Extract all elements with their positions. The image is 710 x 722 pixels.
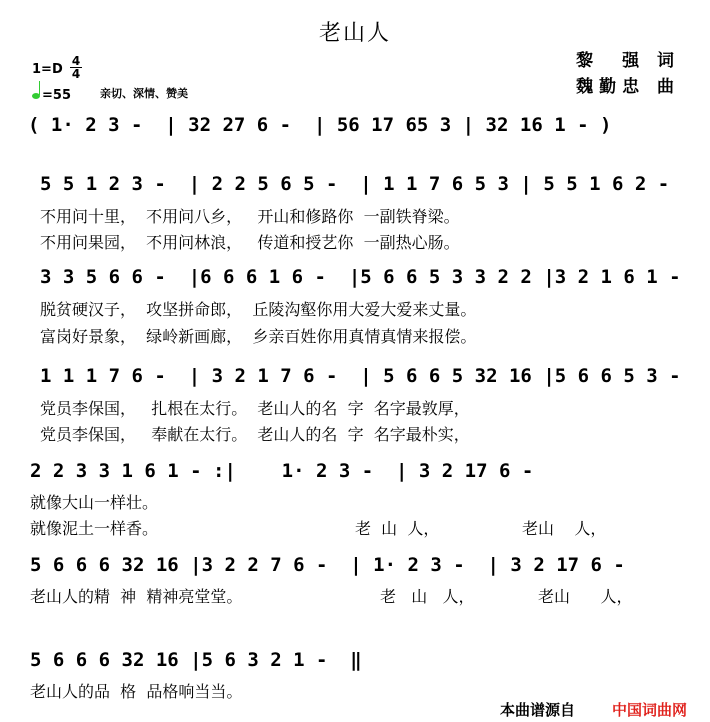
notation-text: 3 3 5 6 6 - |6 6 6 1 6 - |5 6 6 5 3 3 2 2 |3 2 1 6 1 - xyxy=(40,266,681,288)
tempo-value: =55 xyxy=(42,88,71,103)
notation-row-1 xyxy=(0,113,710,137)
tempo-marking xyxy=(32,88,71,103)
time-top: 4 xyxy=(71,54,81,68)
lyric-line: 党员李保国， 奉献在太行。 老山人的名 字 名字最朴实， xyxy=(40,425,470,444)
time-signature xyxy=(70,55,82,80)
notation-row-3 xyxy=(0,265,710,289)
time-bottom: 4 xyxy=(71,67,81,81)
lyric-line: 老山人的品 格 品格响当当。 xyxy=(30,682,243,701)
notation-text: ( 1· 2 3 - | 32 27 6 - | 56 17 65 3 | 32 16 1 - ) xyxy=(28,114,612,136)
notation-text: 2 2 3 3 1 6 1 - :| 1· 2 3 - | 3 2 17 6 - xyxy=(30,460,534,482)
lyric-line: 不用问果园， 不用问林浪， 传道和授艺你 一副热心肠。 xyxy=(40,233,460,252)
lyricist-credit: 黎 强 词 xyxy=(576,51,680,71)
lyric-line: 富岗好景象， 绿岭新画廊， 乡亲百姓你用真情真情来报偿。 xyxy=(40,327,477,346)
lyric-line: 脱贫硬汉子， 攻坚拼命郎， 丘陵沟壑你用大爱大爱来丈量。 xyxy=(40,300,477,319)
notation-row-5 xyxy=(0,459,710,483)
expression-marking: 亲切、深情、赞美 xyxy=(100,87,188,100)
song-title: 老山人 xyxy=(318,21,391,46)
lyric-line: 就像大山一样壮。 xyxy=(30,493,159,512)
lyric-line: 不用问十里， 不用问八乡， 开山和修路你 一副铁脊梁。 xyxy=(40,207,460,226)
composer-credit: 魏勤忠 曲 xyxy=(576,77,680,97)
notation-row-4 xyxy=(0,364,710,388)
lyric-line: 党员李保国， 扎根在太行。 老山人的名 字 名字最敦厚， xyxy=(40,399,470,418)
quarter-note-icon xyxy=(32,93,40,99)
notation-text: 1 1 1 7 6 - | 3 2 1 7 6 - | 5 6 6 5 32 16 |5 6 6 5 3 - xyxy=(40,365,681,387)
notation-row-6 xyxy=(0,553,710,577)
notation-text: 5 6 6 6 32 16 |5 6 3 2 1 - ‖ xyxy=(30,649,362,671)
notation-row-7 xyxy=(0,648,710,672)
key-signature: 1=D xyxy=(32,62,63,77)
lyric-line: 就像泥土一样香。 老 山 人， 老山 人， xyxy=(30,519,607,538)
notation-row-2 xyxy=(0,172,710,196)
notation-text: 5 6 6 6 32 16 |3 2 2 7 6 - | 1· 2 3 - | 3 2 17 6 - xyxy=(30,554,625,576)
site-link[interactable]: 中国词曲网 xyxy=(612,701,688,719)
lyric-line: 老山人的精 神 精神亮堂堂。 老 山 人， 老山 人， xyxy=(30,587,633,606)
notation-text: 5 5 1 2 3 - | 2 2 5 6 5 - | 1 1 7 6 5 3 | 5 5 1 6 2 - xyxy=(40,173,670,195)
source-caption: 本曲谱源自 xyxy=(500,701,576,719)
